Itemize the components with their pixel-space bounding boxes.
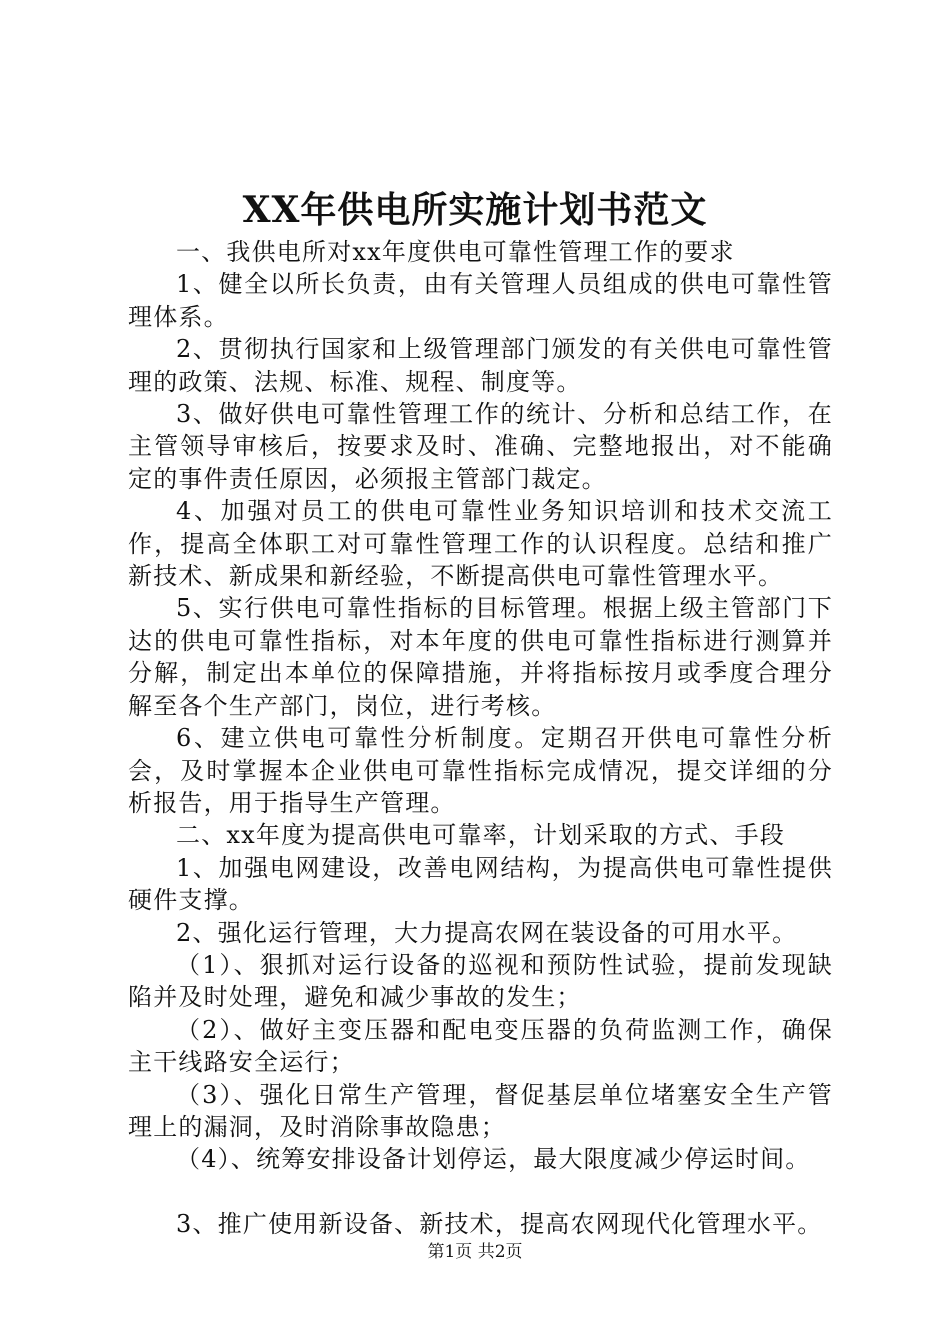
paragraph-2-2: 2、强化运行管理，大力提高农网在装设备的可用水平。 [176, 918, 798, 947]
document-title: XX年供电所实施计划书范文 [242, 189, 708, 231]
page-footer: 第1页 共2页 [427, 1242, 523, 1262]
paragraph-1-1: 1、健全以所长负责，由有关管理人员组成的供电可靠性管理体系。 [128, 270, 833, 331]
paragraph-2-2-4: （4）、统筹安排设备计划停运，最大限度减少停运时间。 [176, 1145, 811, 1174]
section-heading-1: 一、我供电所对xx年度供电可靠性管理工作的要求 [176, 238, 735, 266]
paragraph-2-3: 3、推广使用新设备、新技术，提高农网现代化管理水平。 [176, 1210, 823, 1239]
paragraph-1-2: 2、贯彻执行国家和上级管理部门颁发的有关供电可靠性管理的政策、法规、标准、规程、制度等。 [128, 335, 833, 396]
paragraph-1-5: 5、实行供电可靠性指标的目标管理。根据上级主管部门下达的供电可靠性指标，对本年度的供电可靠性指标进行测算并分解，制定出本单位的保障措施，并将指标按月或季度合理分解至各个生产部门，岗位，进行考核。 [128, 594, 833, 720]
paragraph-2-1: 1、加强电网建设，改善电网结构，为提高供电可靠性提供硬件支撑。 [128, 853, 833, 915]
paragraph-2-2-1: （1）、狠抓对运行设备的巡视和预防性试验，提前发现缺陷并及时处理，避免和减少事故的发生； [128, 950, 833, 1012]
paragraph-1-4: 4、加强对员工的供电可靠性业务知识培训和技术交流工作，提高全体职工对可靠性管理工作的认识程度。总结和推广新技术、新成果和新经验，不断提高供电可靠性管理水平。 [128, 497, 833, 591]
section-heading-2: 二、xx年度为提高供电可靠率，计划采取的方式、手段 [176, 821, 786, 850]
paragraph-2-2-3: （3）、强化日常生产管理，督促基层单位堵塞安全生产管理上的漏洞，及时消除事故隐患； [128, 1080, 833, 1141]
paragraph-2-2-2: （2）、做好主变压器和配电变压器的负荷监测工作，确保主干线路安全运行； [128, 1015, 833, 1077]
document-body [128, 236, 833, 1241]
paragraph-1-6: 6、建立供电可靠性分析制度。定期召开供电可靠性分析会，及时掌握本企业供电可靠性指标完成情况，提交详细的分析报告，用于指导生产管理。 [128, 724, 833, 817]
paragraph-1-3: 3、做好供电可靠性管理工作的统计、分析和总结工作，在主管领导审核后，按要求及时、准确、完整地报出，对不能确定的事件责任原因，必须报主管部门裁定。 [128, 400, 833, 493]
